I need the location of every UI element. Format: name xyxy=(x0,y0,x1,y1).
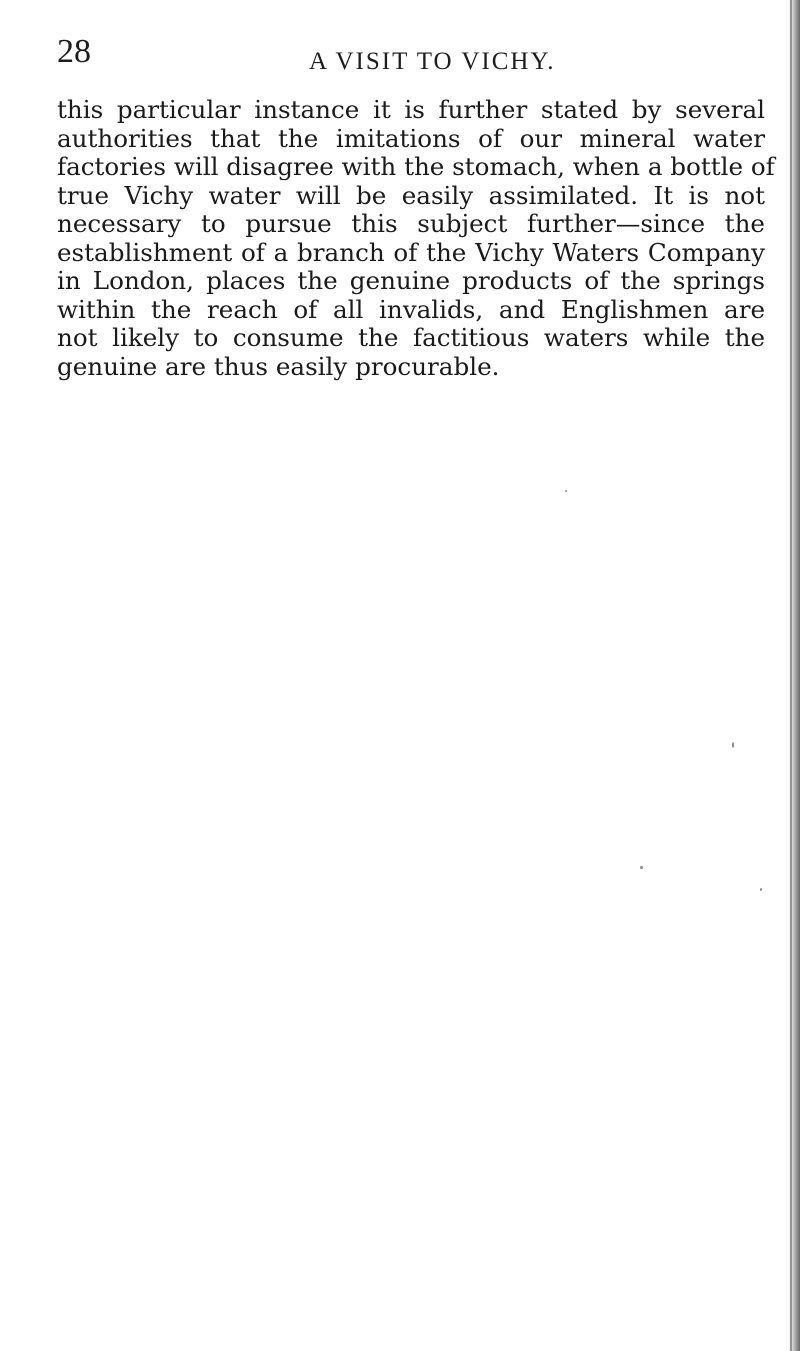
text-line: this particular instance it is further stated by several xyxy=(57,95,765,124)
text-line: factories will disagree with the stomach, when a bottle of xyxy=(57,152,775,181)
text-line: authorities that the imitations of our mineral water xyxy=(57,123,765,153)
paper-speck xyxy=(760,888,762,891)
paper-speck xyxy=(565,490,567,492)
paper-speck xyxy=(640,866,643,869)
page-number: 28 xyxy=(57,33,91,70)
text-line: in London, places the genuine products of the springs xyxy=(57,266,765,295)
body-paragraph xyxy=(57,95,775,381)
text-line: true Vichy water will be easily assimilated. It is not xyxy=(57,180,765,210)
text-line: not likely to consume the factitious waters while the xyxy=(57,323,765,352)
text-line: establishment of a branch of the Vichy Waters Company xyxy=(57,237,765,267)
text-line: necessary to pursue this subject further—since the xyxy=(57,209,765,238)
text-line: genuine are thus easily procurable. xyxy=(57,351,500,381)
running-head: A VISIT TO VICHY. xyxy=(309,48,556,75)
text-line: within the reach of all invalids, and Englishmen are xyxy=(57,294,765,324)
page-edge-line xyxy=(790,0,792,1351)
paper-speck xyxy=(732,742,734,748)
